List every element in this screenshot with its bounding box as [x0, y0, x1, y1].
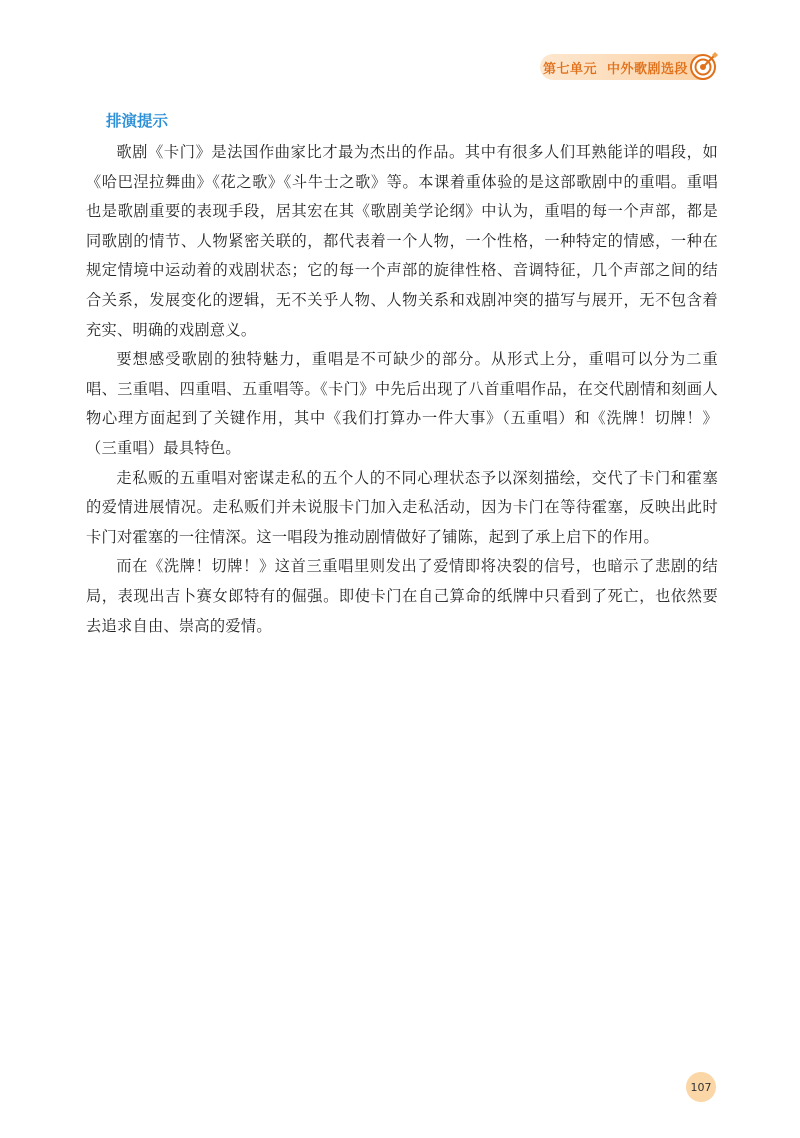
main-content: [86, 108, 718, 641]
target-icon: [688, 50, 720, 82]
paragraph: 走私贩的五重唱对密谋走私的五个人的不同心理状态予以深刻描绘，交代了卡门和霍塞的爱情进展情况。走私贩们并未说服卡门加入走私活动，因为卡门在等待霍塞，反映出此时卡门对霍塞的一往情深。这一唱段为推动剧情做好了铺陈，起到了承上启下的作用。: [86, 468, 718, 546]
page-number: 107: [686, 1072, 716, 1102]
unit-number: 第七单元: [542, 61, 597, 77]
paragraph: 要想感受歌剧的独特魅力，重唱是不可缺少的部分。从形式上分，重唱可以分为二重唱、三重唱、四重唱、五重唱等。《卡门》中先后出现了八首重唱作品，在交代剧情和刻画人物心理方面起到了关键作用，其中《我们打算办一件大事》（五重唱）和《洗牌！切牌！》（三重唱）最具特色。: [86, 350, 718, 457]
paragraph: 而在《洗牌！切牌！》这首三重唱里则发出了爱情即将决裂的信号，也暗示了悲剧的结局，表现出吉卜赛女郎特有的倔强。即使卡门在自己算命的纸牌中只看到了死亡，也依然要去追求自由、崇高的爱情。: [86, 557, 718, 635]
unit-title: 中外歌剧选段: [606, 61, 688, 77]
section-title: 排演提示: [106, 112, 169, 130]
unit-header-tab: [540, 54, 700, 80]
unit-label: [543, 58, 688, 77]
paragraph: 歌剧《卡门》是法国作曲家比才最为杰出的作品。其中有很多人们耳熟能详的唱段，如《哈巴涅拉舞曲》《花之歌》《斗牛士之歌》等。本课着重体验的是这部歌剧中的重唱。重唱也是歌剧重要的表现手段，居其宏在其《歌剧美学论纲》中认为，重唱的每一个声部，都是同歌剧的情节、人物紧密关联的，都代表着一个人物，一个性格，一种特定的情感，一种在规定情境中运动着的戏剧状态；它的每一个声部的旋律性格、音调特征，几个声部之间的结合关系，发展变化的逻辑，无不关乎人物、人物关系和戏剧冲突的描写与展开，无不包含着充实、明确的戏剧意义。: [86, 143, 718, 339]
